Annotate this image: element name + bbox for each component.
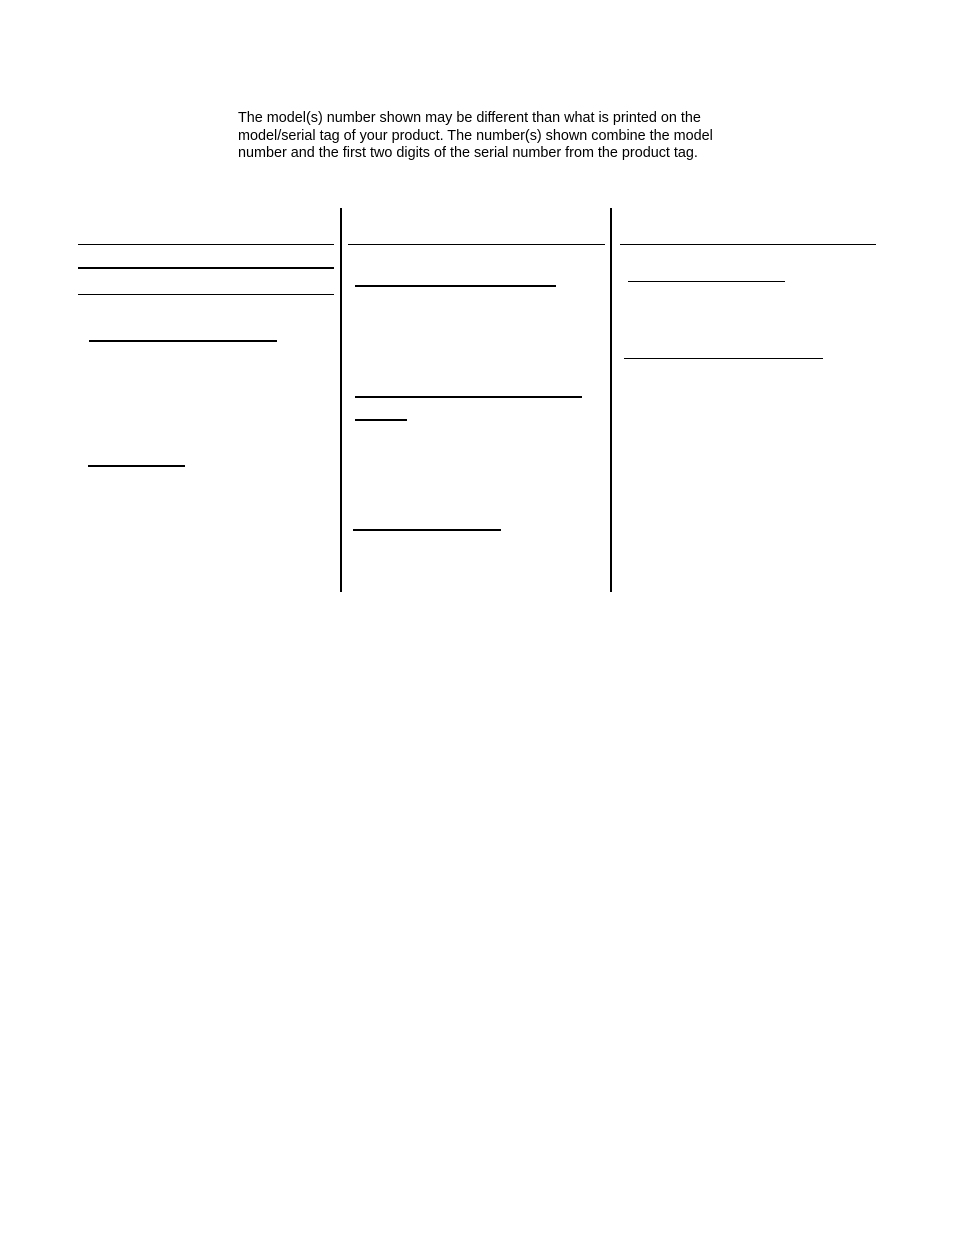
column-2-entry-underline-2 [355,396,582,398]
column-1-header-rule [78,244,334,245]
column-2-entry-underline-4 [353,529,501,531]
column-2-entry-underline-3 [355,419,407,421]
notice-line-3: number and the first two digits of the serial number from the product tag. [238,145,698,161]
column-1-rule-2 [78,267,334,269]
column-1-rule-3 [78,294,334,295]
notice-line-2: model/serial tag of your product. The number(s) shown combine the model [238,127,713,144]
column-2-entry-underline-1 [355,285,556,287]
column-divider-2 [610,208,612,592]
model-number-notice [238,110,738,163]
column-3-entry-underline-2 [624,358,823,359]
column-2-header-rule [348,244,605,245]
column-3-header-rule [620,244,876,245]
column-divider-1 [340,208,342,592]
notice-line-1: The model(s) number shown may be different than what is printed on the [238,110,701,126]
column-3-entry-underline-1 [628,281,785,282]
column-1-entry-underline-1 [89,340,277,342]
column-1-entry-underline-2 [88,465,185,467]
